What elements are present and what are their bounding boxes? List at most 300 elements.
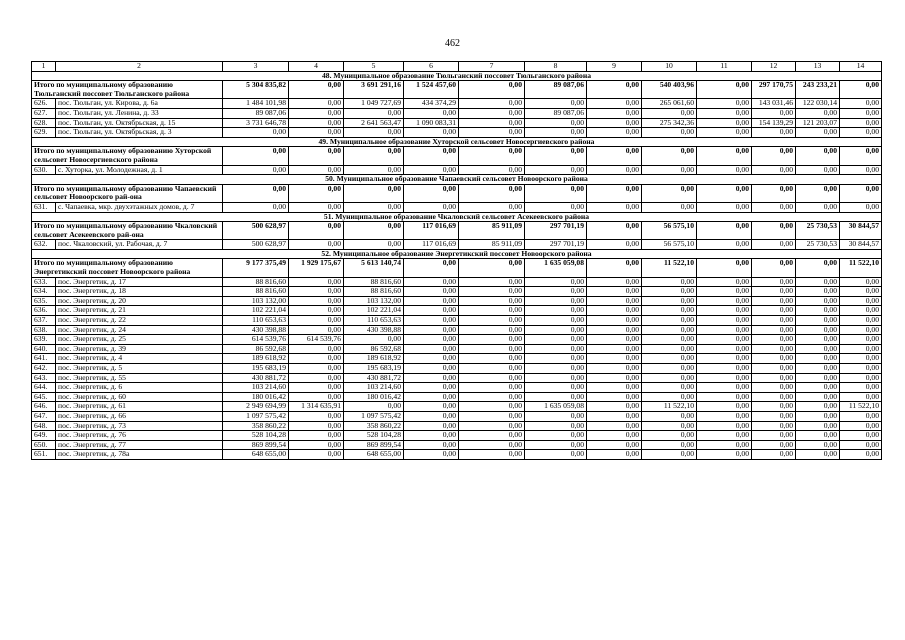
row-value: 275 342,36 <box>642 118 697 128</box>
section-total-label: Итого по муниципальному образованию Хуторской сельсовет Новосергиевского района <box>32 147 223 165</box>
row-value: 0,00 <box>587 440 642 450</box>
section-total-value: 0,00 <box>289 184 344 202</box>
row-value: 0,00 <box>840 128 882 138</box>
row-value: 0,00 <box>289 277 344 287</box>
row-value: 56 575,10 <box>642 240 697 250</box>
row-value: 2 641 563,47 <box>344 118 404 128</box>
section-total-value: 9 177 375,49 <box>223 259 289 277</box>
column-number-cell: 4 <box>289 62 344 72</box>
row-value: 0,00 <box>642 344 697 354</box>
row-number: 631. <box>32 202 56 212</box>
row-value: 0,00 <box>404 128 459 138</box>
row-number: 632. <box>32 240 56 250</box>
row-value: 0,00 <box>404 277 459 287</box>
table-row <box>32 383 882 393</box>
section-title-row <box>32 71 882 81</box>
row-value: 0,00 <box>840 373 882 383</box>
row-value: 0,00 <box>840 325 882 335</box>
row-value: 0,00 <box>840 316 882 326</box>
row-value: 0,00 <box>752 354 796 364</box>
row-value: 122 030,14 <box>796 99 840 109</box>
row-value: 0,00 <box>796 440 840 450</box>
row-address: пос. Энергетик, д. 5 <box>56 364 223 374</box>
row-value: 0,00 <box>752 440 796 450</box>
row-number: 650. <box>32 440 56 450</box>
section-total-value: 85 911,09 <box>459 222 525 240</box>
row-value: 0,00 <box>587 306 642 316</box>
row-address: пос. Энергетик, д. 24 <box>56 325 223 335</box>
row-value: 1 314 635,91 <box>289 402 344 412</box>
row-number: 634. <box>32 287 56 297</box>
row-value: 0,00 <box>796 202 840 212</box>
row-value: 0,00 <box>289 108 344 118</box>
row-value: 0,00 <box>459 128 525 138</box>
row-value: 0,00 <box>697 421 752 431</box>
row-value: 0,00 <box>459 118 525 128</box>
table-row <box>32 421 882 431</box>
section-total-value: 0,00 <box>587 184 642 202</box>
section-total-value: 0,00 <box>840 81 882 99</box>
row-value: 0,00 <box>459 354 525 364</box>
row-address: пос. Энергетик, д. 61 <box>56 402 223 412</box>
section-title-row <box>32 212 882 222</box>
row-value: 0,00 <box>289 431 344 441</box>
row-value: 0,00 <box>796 165 840 175</box>
row-value: 86 592,68 <box>344 344 404 354</box>
table-row <box>32 202 882 212</box>
section-title-row <box>32 249 882 259</box>
row-value: 528 104,28 <box>344 431 404 441</box>
section-total-value: 297 170,75 <box>752 81 796 99</box>
row-value: 0,00 <box>525 128 587 138</box>
row-value: 358 860,22 <box>344 421 404 431</box>
row-value: 11 522,10 <box>642 402 697 412</box>
row-value: 0,00 <box>697 431 752 441</box>
row-value: 0,00 <box>840 354 882 364</box>
row-value: 0,00 <box>344 240 404 250</box>
row-value: 25 730,53 <box>796 240 840 250</box>
row-value: 88 816,60 <box>223 277 289 287</box>
row-value: 0,00 <box>587 383 642 393</box>
section-title: 48. Муниципальное образование Тюльганский поссовет Тюльганского района <box>32 71 882 81</box>
row-value: 0,00 <box>697 373 752 383</box>
section-title: 50. Муниципальное образование Чапаевский сельсовет Новоорского района <box>32 175 882 185</box>
section-title-row <box>32 175 882 185</box>
row-value: 0,00 <box>289 411 344 421</box>
row-value: 89 087,06 <box>223 108 289 118</box>
table-row <box>32 99 882 109</box>
row-value: 0,00 <box>697 411 752 421</box>
row-value: 180 016,42 <box>344 392 404 402</box>
row-value: 0,00 <box>587 344 642 354</box>
row-value: 0,00 <box>525 287 587 297</box>
row-value: 0,00 <box>404 306 459 316</box>
row-number: 628. <box>32 118 56 128</box>
table-row <box>32 392 882 402</box>
column-number-cell: 9 <box>587 62 642 72</box>
row-value: 195 683,19 <box>344 364 404 374</box>
section-total-value: 0,00 <box>697 81 752 99</box>
row-value: 0,00 <box>525 296 587 306</box>
section-total-value: 297 701,19 <box>525 222 587 240</box>
section-total-value: 500 628,97 <box>223 222 289 240</box>
row-value: 0,00 <box>796 344 840 354</box>
section-total-value: 0,00 <box>459 147 525 165</box>
row-value: 1 097 575,42 <box>344 411 404 421</box>
row-value: 0,00 <box>752 373 796 383</box>
row-address: пос. Энергетик, д. 6 <box>56 383 223 393</box>
row-value: 0,00 <box>289 373 344 383</box>
row-number: 626. <box>32 99 56 109</box>
table-row <box>32 325 882 335</box>
section-total-value: 0,00 <box>459 259 525 277</box>
row-value: 2 949 694,99 <box>223 402 289 412</box>
row-value: 0,00 <box>697 99 752 109</box>
row-value: 0,00 <box>459 296 525 306</box>
row-value: 0,00 <box>642 277 697 287</box>
table-row <box>32 128 882 138</box>
row-value: 0,00 <box>289 383 344 393</box>
row-value: 0,00 <box>642 306 697 316</box>
row-value: 0,00 <box>642 108 697 118</box>
row-value: 0,00 <box>752 383 796 393</box>
row-value: 0,00 <box>840 440 882 450</box>
row-value: 0,00 <box>404 364 459 374</box>
column-number-cell: 12 <box>752 62 796 72</box>
row-value: 0,00 <box>459 99 525 109</box>
row-value: 0,00 <box>840 383 882 393</box>
section-total-value: 3 691 291,16 <box>344 81 404 99</box>
row-value: 189 618,92 <box>344 354 404 364</box>
row-value: 0,00 <box>752 335 796 345</box>
row-value: 0,00 <box>697 128 752 138</box>
row-value: 0,00 <box>459 277 525 287</box>
row-number: 635. <box>32 296 56 306</box>
row-value: 0,00 <box>752 240 796 250</box>
column-number-cell: 10 <box>642 62 697 72</box>
row-value: 0,00 <box>404 316 459 326</box>
row-value: 0,00 <box>697 450 752 460</box>
table-row <box>32 344 882 354</box>
row-value: 0,00 <box>752 306 796 316</box>
row-number: 645. <box>32 392 56 402</box>
row-value: 430 398,88 <box>223 325 289 335</box>
row-value: 614 539,76 <box>289 335 344 345</box>
row-value: 0,00 <box>697 440 752 450</box>
column-number-cell: 14 <box>840 62 882 72</box>
table-row <box>32 354 882 364</box>
section-total-value: 243 233,21 <box>796 81 840 99</box>
row-value: 265 061,60 <box>642 99 697 109</box>
row-address: пос. Энергетик, д. 60 <box>56 392 223 402</box>
row-value: 0,00 <box>459 306 525 316</box>
section-total-value: 5 613 140,74 <box>344 259 404 277</box>
row-value: 0,00 <box>289 306 344 316</box>
row-value: 0,00 <box>642 202 697 212</box>
row-value: 358 860,22 <box>223 421 289 431</box>
row-value: 0,00 <box>796 364 840 374</box>
row-value: 0,00 <box>587 118 642 128</box>
column-number-cell: 6 <box>404 62 459 72</box>
row-number: 630. <box>32 165 56 175</box>
section-total-value: 0,00 <box>796 259 840 277</box>
row-address: с. Чапаевка, мкр. двухэтажных домов, д. 7 <box>56 202 223 212</box>
row-value: 1 484 101,98 <box>223 99 289 109</box>
row-value: 0,00 <box>840 450 882 460</box>
row-value: 180 016,42 <box>223 392 289 402</box>
row-value: 0,00 <box>697 108 752 118</box>
row-value: 0,00 <box>404 440 459 450</box>
row-value: 0,00 <box>587 411 642 421</box>
row-value: 0,00 <box>796 325 840 335</box>
row-value: 0,00 <box>459 325 525 335</box>
row-value: 0,00 <box>796 383 840 393</box>
row-address: пос. Энергетик, д. 21 <box>56 306 223 316</box>
row-value: 0,00 <box>642 165 697 175</box>
row-value: 0,00 <box>525 373 587 383</box>
column-number-cell: 1 <box>32 62 56 72</box>
row-value: 0,00 <box>289 325 344 335</box>
row-value: 0,00 <box>796 296 840 306</box>
row-value: 0,00 <box>289 316 344 326</box>
row-value: 0,00 <box>223 128 289 138</box>
row-value: 0,00 <box>840 392 882 402</box>
table-row <box>32 296 882 306</box>
row-value: 0,00 <box>697 316 752 326</box>
row-value: 86 592,68 <box>223 344 289 354</box>
section-total-row <box>32 259 882 277</box>
row-value: 0,00 <box>840 431 882 441</box>
row-value: 0,00 <box>752 165 796 175</box>
row-value: 0,00 <box>525 118 587 128</box>
row-value: 0,00 <box>525 344 587 354</box>
row-value: 0,00 <box>642 440 697 450</box>
row-value: 0,00 <box>289 450 344 460</box>
row-value: 434 374,29 <box>404 99 459 109</box>
row-value: 0,00 <box>525 364 587 374</box>
section-title: 52. Муниципальное образование Энергетикский поссовет Новоорского района <box>32 249 882 259</box>
row-value: 0,00 <box>289 392 344 402</box>
section-total-value: 0,00 <box>289 147 344 165</box>
row-value: 0,00 <box>404 383 459 393</box>
row-value: 0,00 <box>697 118 752 128</box>
row-value: 0,00 <box>697 344 752 354</box>
row-value: 102 221,04 <box>223 306 289 316</box>
section-total-value: 0,00 <box>587 147 642 165</box>
table-row <box>32 440 882 450</box>
repair-cost-table <box>31 61 882 460</box>
row-value: 85 911,09 <box>459 240 525 250</box>
row-address: пос. Тюльган, ул. Ленина, д. 33 <box>56 108 223 118</box>
row-number: 646. <box>32 402 56 412</box>
row-value: 0,00 <box>752 128 796 138</box>
row-value: 0,00 <box>796 421 840 431</box>
table-row <box>32 316 882 326</box>
row-value: 110 653,63 <box>223 316 289 326</box>
row-address: с. Хуторка, ул. Молодежная, д. 1 <box>56 165 223 175</box>
row-value: 0,00 <box>404 392 459 402</box>
row-value: 0,00 <box>404 402 459 412</box>
table-row <box>32 240 882 250</box>
row-value: 0,00 <box>642 364 697 374</box>
section-total-value: 0,00 <box>587 259 642 277</box>
row-value: 0,00 <box>840 165 882 175</box>
table-row <box>32 165 882 175</box>
row-number: 649. <box>32 431 56 441</box>
row-value: 0,00 <box>525 165 587 175</box>
section-total-value: 0,00 <box>344 222 404 240</box>
row-value: 0,00 <box>525 335 587 345</box>
row-value: 0,00 <box>587 354 642 364</box>
row-value: 0,00 <box>697 364 752 374</box>
row-value: 0,00 <box>796 402 840 412</box>
row-value: 0,00 <box>796 335 840 345</box>
row-value: 0,00 <box>587 240 642 250</box>
row-value: 0,00 <box>697 277 752 287</box>
row-address: пос. Тюльган, ул. Октябрьская, д. 3 <box>56 128 223 138</box>
row-value: 0,00 <box>404 421 459 431</box>
row-address: пос. Энергетик, д. 78а <box>56 450 223 460</box>
row-value: 0,00 <box>344 165 404 175</box>
row-value: 0,00 <box>796 128 840 138</box>
row-value: 0,00 <box>459 344 525 354</box>
section-total-value: 0,00 <box>697 147 752 165</box>
row-address: пос. Энергетик, д. 18 <box>56 287 223 297</box>
section-total-value: 0,00 <box>525 147 587 165</box>
row-value: 0,00 <box>840 108 882 118</box>
row-value: 0,00 <box>459 316 525 326</box>
row-value: 0,00 <box>459 411 525 421</box>
row-value: 0,00 <box>289 440 344 450</box>
row-value: 0,00 <box>404 344 459 354</box>
row-value: 0,00 <box>587 431 642 441</box>
row-value: 0,00 <box>289 296 344 306</box>
section-total-value: 540 403,96 <box>642 81 697 99</box>
table-row <box>32 450 882 460</box>
row-value: 0,00 <box>697 392 752 402</box>
row-value: 0,00 <box>796 431 840 441</box>
row-value: 0,00 <box>796 354 840 364</box>
row-value: 0,00 <box>840 364 882 374</box>
section-total-value: 11 522,10 <box>840 259 882 277</box>
row-value: 0,00 <box>796 392 840 402</box>
row-value: 30 844,57 <box>840 240 882 250</box>
row-value: 0,00 <box>752 421 796 431</box>
section-title-row <box>32 137 882 147</box>
row-value: 0,00 <box>289 354 344 364</box>
row-value: 0,00 <box>752 431 796 441</box>
table-row <box>32 402 882 412</box>
row-value: 0,00 <box>459 402 525 412</box>
row-value: 0,00 <box>587 316 642 326</box>
row-value: 430 881,72 <box>223 373 289 383</box>
section-total-value: 0,00 <box>796 184 840 202</box>
row-value: 0,00 <box>752 325 796 335</box>
row-value: 11 522,10 <box>840 402 882 412</box>
row-number: 647. <box>32 411 56 421</box>
row-value: 0,00 <box>587 287 642 297</box>
row-value: 0,00 <box>642 392 697 402</box>
row-value: 0,00 <box>525 392 587 402</box>
row-value: 0,00 <box>344 128 404 138</box>
row-value: 0,00 <box>840 99 882 109</box>
section-total-label: Итого по муниципальному образованию Чапаевский сельсовет Новоорского рай-она <box>32 184 223 202</box>
row-value: 0,00 <box>404 354 459 364</box>
section-total-row <box>32 81 882 99</box>
row-value: 102 221,04 <box>344 306 404 316</box>
section-total-value: 0,00 <box>459 81 525 99</box>
row-value: 0,00 <box>404 335 459 345</box>
section-total-value: 0,00 <box>697 222 752 240</box>
section-total-value: 0,00 <box>289 81 344 99</box>
row-value: 0,00 <box>840 296 882 306</box>
row-value: 0,00 <box>642 335 697 345</box>
column-number-cell: 13 <box>796 62 840 72</box>
row-value: 0,00 <box>642 316 697 326</box>
row-value: 0,00 <box>752 296 796 306</box>
row-value: 0,00 <box>525 383 587 393</box>
row-value: 0,00 <box>289 364 344 374</box>
table-row <box>32 277 882 287</box>
row-value: 0,00 <box>587 165 642 175</box>
row-value: 0,00 <box>289 99 344 109</box>
column-number-cell: 7 <box>459 62 525 72</box>
row-value: 0,00 <box>697 383 752 393</box>
row-value: 869 899,54 <box>223 440 289 450</box>
row-value: 110 653,63 <box>344 316 404 326</box>
row-address: пос. Энергетик, д. 22 <box>56 316 223 326</box>
row-value: 0,00 <box>752 402 796 412</box>
row-value: 0,00 <box>752 392 796 402</box>
row-value: 0,00 <box>289 202 344 212</box>
row-value: 0,00 <box>642 296 697 306</box>
row-value: 648 655,00 <box>344 450 404 460</box>
row-value: 0,00 <box>840 421 882 431</box>
row-value: 0,00 <box>840 118 882 128</box>
row-value: 0,00 <box>344 108 404 118</box>
row-value: 0,00 <box>587 128 642 138</box>
row-value: 0,00 <box>404 373 459 383</box>
row-value: 0,00 <box>697 240 752 250</box>
row-value: 0,00 <box>752 287 796 297</box>
row-number: 639. <box>32 335 56 345</box>
row-address: пос. Энергетик, д. 39 <box>56 344 223 354</box>
row-value: 0,00 <box>459 202 525 212</box>
row-value: 1 090 083,31 <box>404 118 459 128</box>
row-value: 648 655,00 <box>223 450 289 460</box>
row-value: 0,00 <box>404 411 459 421</box>
row-value: 0,00 <box>289 128 344 138</box>
section-total-value: 0,00 <box>642 147 697 165</box>
section-total-value: 0,00 <box>752 184 796 202</box>
row-value: 528 104,28 <box>223 431 289 441</box>
row-value: 0,00 <box>697 287 752 297</box>
row-value: 0,00 <box>404 165 459 175</box>
row-value: 0,00 <box>525 202 587 212</box>
row-number: 641. <box>32 354 56 364</box>
row-value: 0,00 <box>525 411 587 421</box>
row-number: 648. <box>32 421 56 431</box>
column-number-cell: 3 <box>223 62 289 72</box>
section-total-value: 0,00 <box>525 184 587 202</box>
section-total-value: 117 016,69 <box>404 222 459 240</box>
row-number: 633. <box>32 277 56 287</box>
row-value: 0,00 <box>459 440 525 450</box>
row-number: 629. <box>32 128 56 138</box>
row-value: 0,00 <box>796 306 840 316</box>
row-value: 0,00 <box>697 202 752 212</box>
section-total-value: 0,00 <box>404 259 459 277</box>
